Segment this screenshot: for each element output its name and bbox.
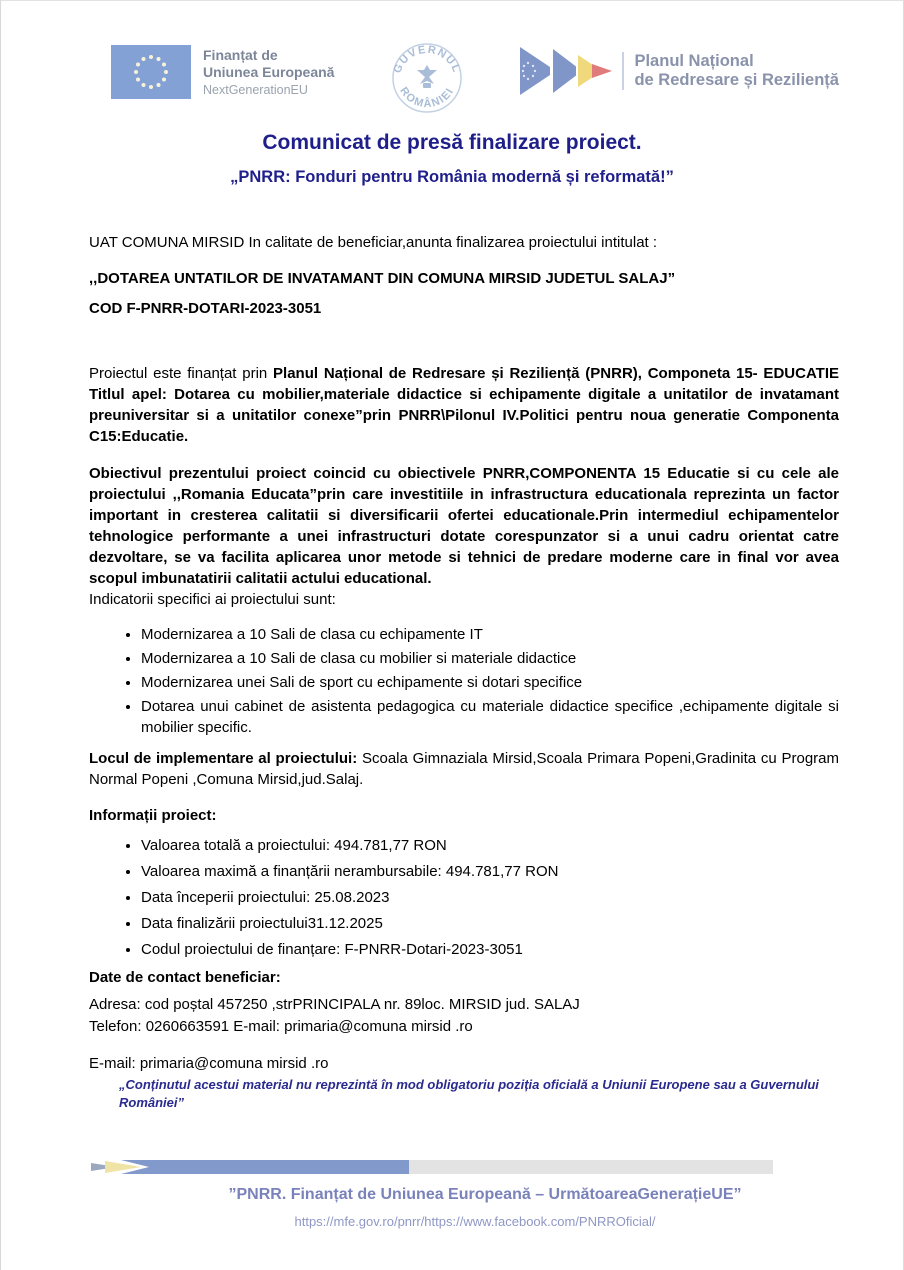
- contact-email: E-mail: primaria@comuna mirsid .ro: [89, 1055, 329, 1072]
- document-body: [89, 233, 839, 1112]
- eu-funded-logo: [111, 45, 334, 99]
- contact-block: [89, 994, 839, 1038]
- financing-paragraph: [89, 363, 839, 447]
- objective-paragraph-bold: Obiectivul prezentului proiect coincid cu obiectivele PNRR,COMPONENTA 15 Educatie si cu cele ale proiectului ,,Romania Educata”prin care investitiile in infrastructura educationala reprezinta un factor important in cresterea calitatii si diversificarii ofertei educationale.Prin intermediul echipamentelor tehnologice performante a unei infrastructuri dotate corespunzator si a unui cadru orientat catre dezvoltare, se va facilita aplicarea unor metode si tehnici de predare moderne care in final vor avea scopul imbunatatirii calitatii actului educational.: [89, 465, 839, 587]
- eu-logo-text: [203, 45, 334, 98]
- indicator-item: • Dotarea unui cabinet de asistenta pedagogica cu materiale didactice specifice ,echipamente digitale si mobilier specific.: [141, 696, 839, 738]
- beneficiary-statement: UAT COMUNA MIRSID In calitate de beneficiar,anunta finalizarea proiectului intitulat :: [89, 234, 658, 251]
- project-info-item: • Data începerii proiectului: 25.08.2023: [141, 888, 839, 908]
- implementation-location-value: Scoala Gimnaziala Mirsid,Scoala Primara Popeni,Gradinita cu Program Normal Popeni ,Comuna Mirsid,jud.Salaj.: [89, 750, 839, 788]
- contact-address: Adresa: cod poștal 457250 ,strPRINCIPALA nr. 89loc. MIRSID jud. SALAJ: [89, 996, 580, 1013]
- page-subtitle: „PNRR: Fonduri pentru România modernă și reformată!”: [230, 168, 674, 186]
- indicator-item: • Modernizarea unei Sali de sport cu echipamente si dotari specifice: [141, 672, 839, 693]
- financing-paragraph-normal: Proiectul este finanțat prin: [89, 365, 274, 382]
- pnrr-logo: [520, 45, 839, 97]
- page-title: Comunicat de presă finalizare proiect.: [262, 131, 642, 154]
- eu-logo-line1: Finanțat de: [203, 47, 278, 63]
- pnrr-arrows-icon: [520, 45, 612, 97]
- pnrr-logo-line2: de Redresare și Reziliență: [634, 71, 839, 89]
- seal-bottom-text: ROMÂNIEI: [397, 85, 458, 111]
- indicator-item: • Modernizarea a 10 Sali de clasa cu echipamente IT: [141, 624, 839, 645]
- header-logos: [1, 1, 903, 109]
- eu-logo-line2: Uniunea Europeană: [203, 63, 335, 80]
- seal-top-text: GUVERNUL: [391, 43, 464, 76]
- objective-paragraph: [89, 463, 839, 610]
- indicators-intro: Indicatorii specifici ai proiectului sunt:: [89, 591, 336, 608]
- contact-phone-email: Telefon: 0260663591 E-mail: primaria@comuna mirsid .ro: [89, 1018, 473, 1035]
- project-info-item: • Codul proiectului de finanțare: F-PNRR-Dotari-2023-3051: [141, 940, 839, 960]
- seal-eagle-icon: [417, 65, 437, 88]
- footer-slogan: ”PNRR. Finanțat de Uniunea Europeană – UrmătoareaGenerațieUE”: [228, 1186, 742, 1203]
- indicators-list: [89, 624, 839, 738]
- project-name: ,,DOTAREA UNTATILOR DE INVATAMANT DIN COMUNA MIRSID JUDETUL SALAJ”: [89, 270, 676, 287]
- pnrr-logo-text: [622, 52, 839, 90]
- eu-logo-line3: NextGenerationEU: [203, 83, 308, 98]
- implementation-location-label: Locul de implementare al proiectului:: [89, 750, 358, 767]
- project-info-heading: Informații proiect:: [89, 807, 217, 824]
- contact-heading: Date de contact beneficiar:: [89, 969, 281, 986]
- project-code: COD F-PNRR-DOTARI-2023-3051: [89, 300, 322, 317]
- page-footer: [1, 1160, 903, 1270]
- romanian-government-seal-icon: [388, 39, 466, 117]
- svg-text:ROMÂNIEI: [398, 85, 457, 110]
- pnrr-logo-line1: Planul Național: [634, 52, 754, 71]
- indicator-item: • Modernizarea a 10 Sali de clasa cu mobilier si materiale didactice: [141, 648, 839, 669]
- project-info-list: [89, 836, 839, 960]
- footer-links: https://mfe.gov.ro/pnrr/https://www.facebook.com/PNRROficial/: [294, 1214, 656, 1229]
- eu-flag-icon: [111, 45, 191, 99]
- legal-disclaimer: „Conținutul acestui material nu reprezintă în mod obligatoriu poziția oficială a Uniunii Europene sau a Guvernului României”: [119, 1077, 819, 1110]
- project-info-item: • Data finalizării proiectului31.12.2025: [141, 914, 839, 934]
- project-info-item: • Valoarea maximă a finanțării nerambursabile: 494.781,77 RON: [141, 862, 839, 882]
- pencil-bar-icon: [91, 1160, 773, 1174]
- implementation-location: [89, 748, 839, 790]
- project-info-item: • Valoarea totală a proiectului: 494.781,77 RON: [141, 836, 839, 856]
- financing-paragraph-bold: Planul Național de Redresare și Reziliență (PNRR), Componeta 15- EDUCATIE Titlul apel: Dotarea cu mobilier,materiale didactice si echipamente digitale a unitatilor de invatamant preuniversitar si a unitatilor conexe”prin PNRR\Pilonul IV.Politici pentru noua generatie Componenta C15:Educatie.: [89, 365, 839, 445]
